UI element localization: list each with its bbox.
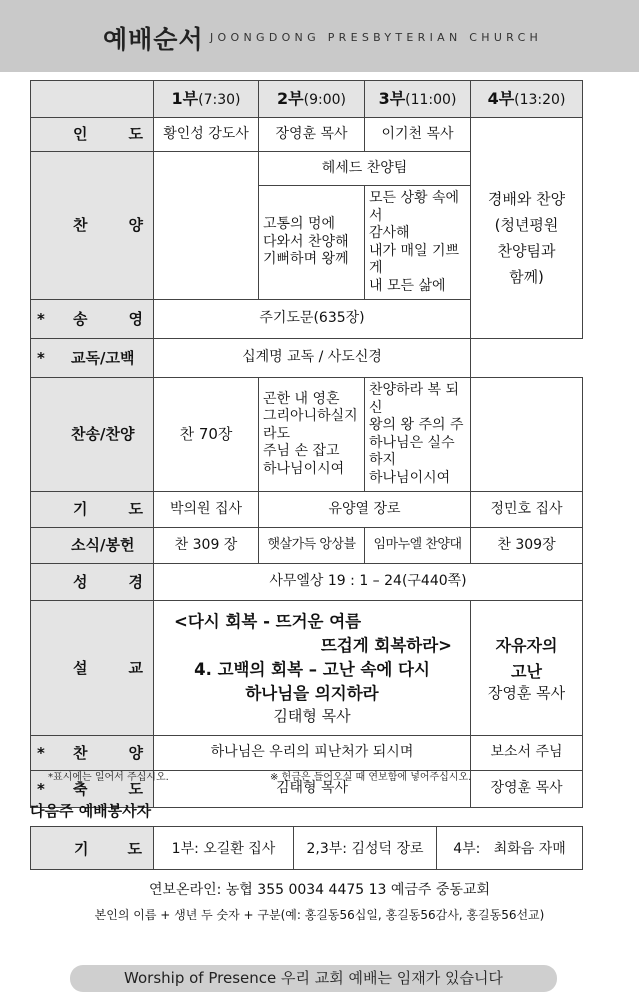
closing-hymn-s4: 보소서 주님 (471, 736, 583, 771)
praise-s1 (154, 152, 259, 300)
label-scripture: 성 경 (31, 564, 154, 601)
note-offering: ※ 헌금은 들어오실 때 연보함에 넣어주십시오. (270, 772, 472, 783)
praise-s3-lyrics: 모든 상황 속에서 감사해 내가 매일 기쁘게 내 모든 삶에 (365, 186, 471, 300)
row-leader (31, 118, 583, 152)
row-offering (31, 528, 583, 564)
offering-s3: 임마누엘 찬양대 (365, 528, 471, 564)
scripture-value: 사무엘상 19 : 1 – 24(구440쪽) (154, 564, 583, 601)
row-closing-hymn (31, 736, 583, 771)
church-name: JOONGDONG PRESBYTERIAN CHURCH (210, 31, 543, 44)
header-banner (0, 0, 639, 72)
header-row (31, 81, 583, 118)
praise-s4: 경배와 찬양 (청년평원 찬양팀과 함께) (471, 118, 583, 339)
sermon-title-2: 하나님을 의지하라 (245, 683, 379, 703)
prayer-s23: 유양열 장로 (259, 492, 471, 528)
next-s4: 4부: 최화음 자매 (437, 827, 583, 870)
sermon-series-2: 뜨겁게 회복하라> (320, 635, 452, 655)
praise-team: 헤세드 찬양팀 (259, 152, 471, 186)
prayer-s1: 박의원 집사 (154, 492, 259, 528)
label-hymn: 찬송/찬양 (31, 378, 154, 492)
prayer-s4: 정민호 집사 (471, 492, 583, 528)
label-leader: 인 도 (31, 118, 154, 152)
row-hymn (31, 378, 583, 492)
row-prayer (31, 492, 583, 528)
offering-s1: 찬 309 장 (154, 528, 259, 564)
online-offering-guide: 본인의 이름 + 생년 두 숫자 + 구분(예: 홍길동56십일, 홍길동56감사, 홍길동56선교) (94, 908, 545, 922)
benediction-s4: 장영훈 목사 (471, 771, 583, 808)
label-sermon: 설 교 (31, 601, 154, 736)
label-confession: * 교독/고백 (31, 339, 154, 378)
service-order-table (30, 80, 583, 808)
label-closing-hymn: * 찬 양 (31, 736, 154, 771)
sermon-series-1: <다시 회복 - 뜨거운 여름 (174, 611, 362, 631)
sermon-s4: 자유자의 고난 장영훈 목사 (471, 601, 583, 736)
service-1-header: 1부(7:30) (154, 81, 259, 118)
leader-s2: 장영훈 목사 (259, 118, 365, 152)
service-3-header: 3부(11:00) (365, 81, 471, 118)
next-week-title: 다음주 예배봉사자 (30, 802, 152, 820)
praise-s2-lyrics: 고통의 멍에 다와서 찬양해 기뻐하며 왕께 (259, 186, 365, 300)
footer-banner: Worship of Presence 우리 교회 예배는 임재가 있습니다 (70, 965, 557, 992)
sermon-preacher: 김태형 목사 (273, 707, 351, 726)
note-stand: *표시에는 일어서 주십시오. (48, 772, 169, 783)
hymn-s1: 찬 70장 (154, 378, 259, 492)
service-2-header: 2부(9:00) (259, 81, 365, 118)
row-confession (31, 339, 583, 378)
hymn-open-value: 주기도문(635장) (154, 300, 471, 339)
leader-s3: 이기천 목사 (365, 118, 471, 152)
page-title: 예배순서 (103, 25, 204, 54)
next-s23: 2,3부: 김성덕 장로 (294, 827, 437, 870)
label-next-prayer: 기 도 (31, 827, 154, 870)
label-prayer: 기 도 (31, 492, 154, 528)
next-week-row (31, 827, 583, 870)
label-offering: 소식/봉헌 (31, 528, 154, 564)
hymn-s4 (471, 378, 583, 492)
row-scripture (31, 564, 583, 601)
corner-cell (31, 81, 154, 118)
next-week-table (30, 826, 583, 870)
row-sermon (31, 601, 583, 736)
confession-value: 십계명 교독 / 사도신경 (154, 339, 471, 378)
sermon-title-1: 4. 고백의 회복 – 고난 속에 다시 (194, 659, 430, 679)
hymn-s3-lyrics: 찬양하라 복 되신 왕의 왕 주의 주 하나님은 실수하지 하나님이시여 (365, 378, 471, 492)
sermon-main (154, 601, 471, 736)
leader-s1: 황인성 강도사 (154, 118, 259, 152)
hymn-s2-lyrics: 곤한 내 영혼 그리아니하실지라도 주님 손 잡고 하나님이시여 (259, 378, 365, 492)
offering-s4: 찬 309장 (471, 528, 583, 564)
label-benediction: * 축 도 (31, 771, 154, 808)
label-praise: 찬 양 (31, 152, 154, 300)
online-offering-account: 연보온라인: 농협 355 0034 4475 13 예금주 중동교회 (149, 882, 490, 898)
label-hymn-open: * 송 영 (31, 300, 154, 339)
service-4-header: 4부(13:20) (471, 81, 583, 118)
offering-s2: 햇살가득 앙상블 (259, 528, 365, 564)
benediction-value: 김태형 목사 (154, 771, 471, 808)
next-s1: 1부: 오길환 집사 (154, 827, 294, 870)
closing-hymn-value: 하나님은 우리의 피난처가 되시며 (154, 736, 471, 771)
